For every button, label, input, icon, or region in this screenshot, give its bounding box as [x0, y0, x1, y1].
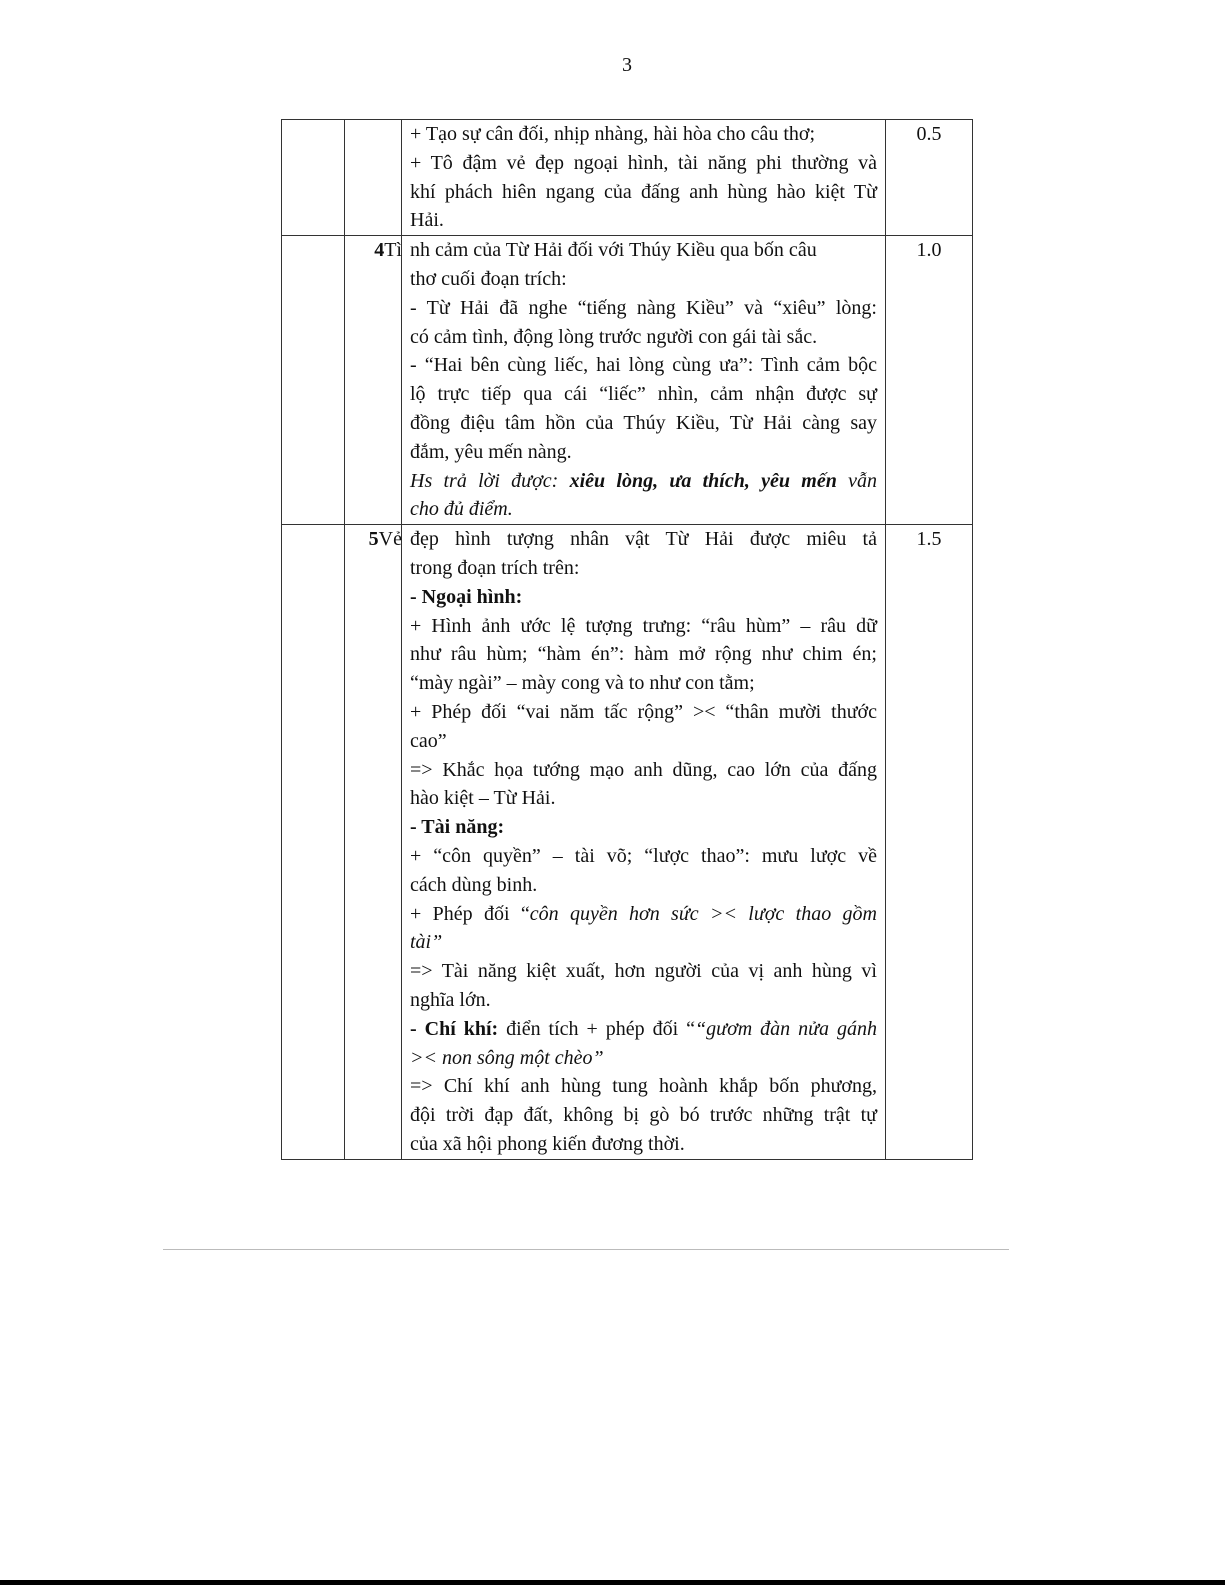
answer-line: => Khắc họa tướng mạo anh dũng, cao lớn của đấng	[410, 758, 877, 781]
answer-table	[281, 119, 973, 1160]
section-cell	[282, 525, 345, 1160]
subheading: - Ngoại hình:	[410, 585, 523, 608]
answer-line: khí phách hiên ngang của đấng anh hùng hào kiệt Từ	[410, 180, 877, 203]
answer-cell	[402, 120, 886, 236]
answer-line: - “Hai bên cùng liếc, hai lòng cùng ưa”: Tình cảm bộc	[410, 354, 877, 377]
answer-line: Hải.	[410, 209, 444, 232]
answer-line: + Hình ảnh ước lệ tượng trưng: “râu hùm” – râu dữ	[410, 614, 877, 637]
grading-note: cho đủ điểm.	[410, 498, 513, 521]
question-cell	[345, 120, 402, 236]
answer-line: => Chí khí anh hùng tung hoành khắp bốn phương,	[410, 1075, 877, 1098]
question-cell	[345, 236, 402, 525]
answer-line: đội trời đạp đất, không bị gò bó trước những trật tự	[410, 1104, 877, 1127]
answer-line: cao”	[410, 729, 447, 752]
question-number: 4Tì	[374, 239, 402, 262]
answer-line: thơ cuối đoạn trích:	[410, 267, 567, 290]
score-cell: 0.5	[886, 120, 973, 236]
grading-note: Hs trả lời được: xiêu lòng, ưa thích, yêu mến vẫn	[410, 469, 877, 492]
answer-line: lộ trực tiếp qua cái “liếc” nhìn, cảm nhận được sự	[410, 383, 877, 406]
score-cell: 1.5	[886, 525, 973, 1160]
answer-line: của xã hội phong kiến đương thời.	[410, 1132, 685, 1155]
answer-line: nghĩa lớn.	[410, 988, 491, 1011]
answer-line: trong đoạn trích trên:	[410, 556, 580, 579]
page-number: 3	[622, 54, 632, 76]
subheading: - Tài năng:	[410, 816, 505, 839]
answer-line: + Tô đậm vẻ đẹp ngoại hình, tài năng phi thường và	[410, 151, 877, 174]
answer-line: cách dùng binh.	[410, 873, 538, 896]
table-row	[282, 120, 973, 236]
answer-line: - Chí khí: điển tích + phép đối ““gươm đàn nửa gánh	[410, 1017, 877, 1040]
score-cell: 1.0	[886, 236, 973, 525]
answer-line: đắm, yêu mến nàng.	[410, 440, 572, 463]
answer-line: => Tài năng kiệt xuất, hơn người của vị anh hùng vì	[410, 960, 877, 983]
answer-line: hào kiệt – Từ Hải.	[410, 787, 556, 810]
answer-line: có cảm tình, động lòng trước người con gái tài sắc.	[410, 325, 818, 348]
section-cell	[282, 236, 345, 525]
answer-line: - Từ Hải đã nghe “tiếng nàng Kiều” và “xiêu” lòng:	[410, 296, 877, 319]
answer-cell	[402, 525, 886, 1160]
answer-line: đẹp hình tượng nhân vật Từ Hải được miêu tả	[410, 528, 877, 551]
answer-line: + Phép đối “vai năm tấc rộng” >< “thân mười thước	[410, 700, 877, 723]
footer-divider	[163, 1249, 1009, 1250]
answer-line: đồng điệu tâm hồn của Thúy Kiều, Từ Hải càng say	[410, 411, 877, 434]
answer-line: nh cảm của Từ Hải đối với Thúy Kiều qua bốn câu	[410, 239, 817, 262]
answer-line: + Tạo sự cân đối, nhịp nhàng, hài hòa cho câu thơ;	[410, 123, 816, 145]
answer-line: tài”	[410, 931, 443, 954]
answer-line: >< non sông một chèo”	[410, 1046, 604, 1069]
answer-line: + “côn quyền” – tài võ; “lược thao”: mưu lược về	[410, 844, 877, 867]
answer-cell	[402, 236, 886, 525]
table-row	[282, 525, 973, 1160]
page-bottom-edge	[0, 1580, 1225, 1585]
table-row	[282, 236, 973, 525]
question-number: 5Vẻ	[368, 528, 402, 551]
question-cell	[345, 525, 402, 1160]
answer-line: + Phép đối “côn quyền hơn sức >< lược thao gồm	[410, 902, 877, 925]
section-cell	[282, 120, 345, 236]
answer-line: như râu hùm; “hàm én”: hàm mở rộng như chim én;	[410, 643, 877, 666]
answer-line: “mày ngài” – mày cong và to như con tằm;	[410, 672, 755, 695]
